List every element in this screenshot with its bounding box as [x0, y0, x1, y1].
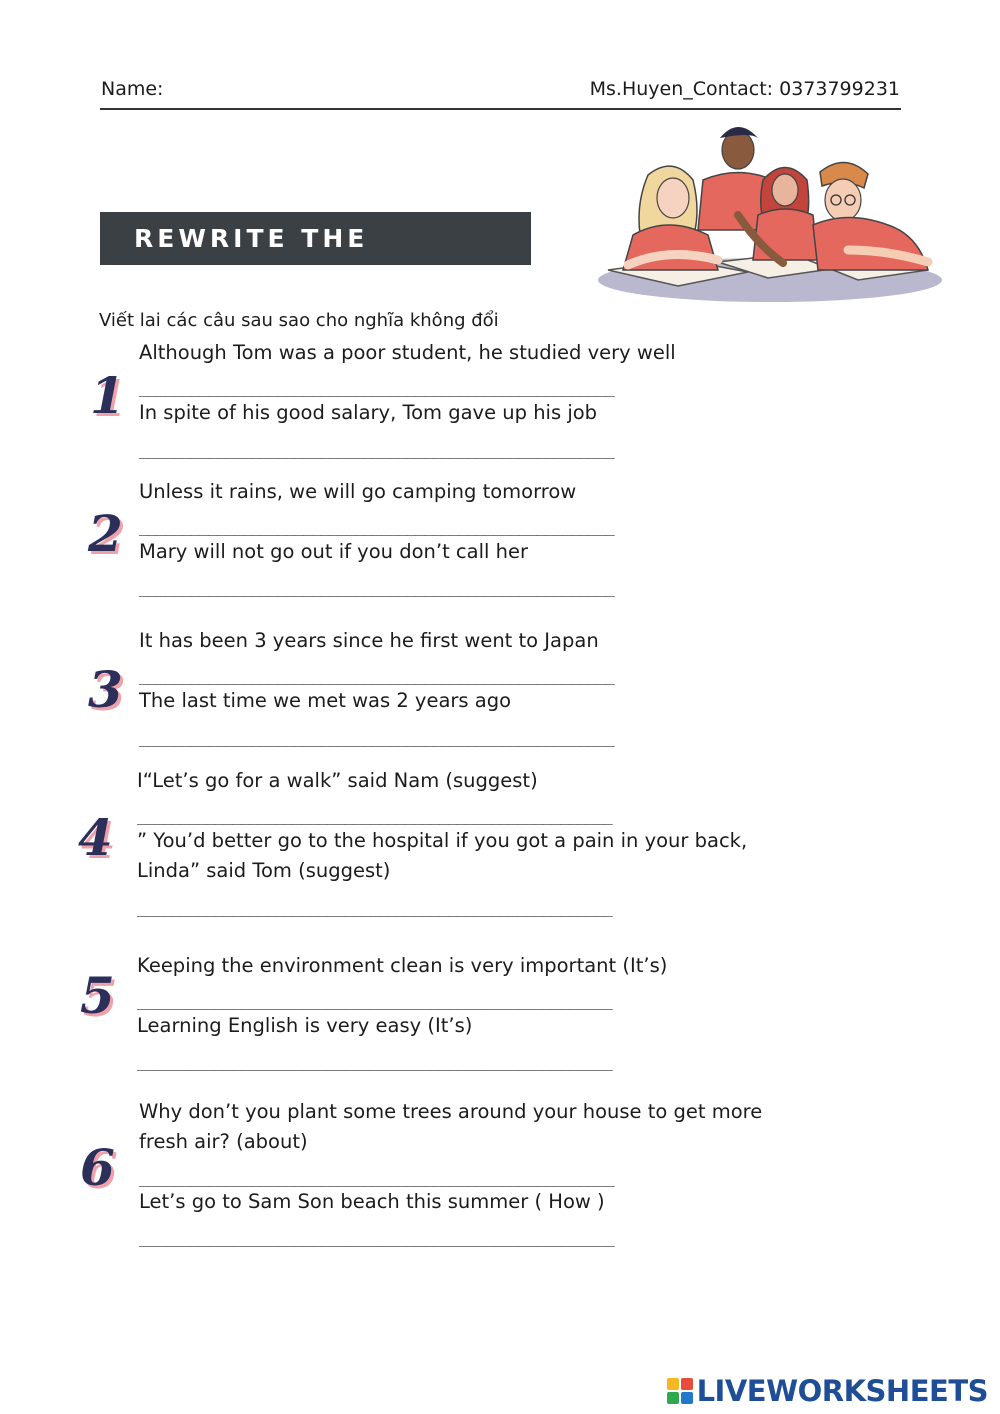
- students-studying-illustration: [598, 120, 946, 310]
- question-6b: Let’s go to Sam Son beach this summer ( How ): [139, 1190, 605, 1213]
- exercise-number-1: 1: [90, 366, 125, 425]
- brand-name: LIVEWORKSHEETS: [696, 1374, 988, 1408]
- answer-field-3b[interactable]: [139, 722, 803, 752]
- header-divider: [100, 108, 901, 110]
- liveworksheets-logo: [667, 1374, 988, 1408]
- instruction-text: Viết lai các câu sau sao cho nghĩa không đổi: [99, 310, 499, 331]
- title-banner: REWRITE THE SENTENCES: [100, 212, 531, 265]
- question-2a: Unless it rains, we will go camping tomorrow: [139, 480, 577, 503]
- question-2b: Mary will not go out if you don’t call her: [139, 540, 529, 563]
- question-1b: In spite of his good salary, Tom gave up his job: [139, 401, 598, 424]
- answer-field-2b[interactable]: [139, 572, 803, 602]
- exercise-number-6: 6: [80, 1138, 115, 1197]
- answer-field-1b[interactable]: [139, 434, 803, 464]
- question-3b: The last time we met was 2 years ago: [139, 689, 512, 712]
- question-3a: It has been 3 years since he first went to Japan: [139, 629, 599, 652]
- answer-field-6b[interactable]: [139, 1222, 803, 1252]
- exercise-number-5: 5: [80, 966, 115, 1025]
- question-5a: Keeping the environment clean is very important (It’s): [137, 954, 668, 977]
- question-6a: Why don’t you plant some trees around your house to get more fresh air? (about): [139, 1100, 763, 1153]
- name-label: Name:: [101, 78, 164, 100]
- question-5b: Learning English is very easy (It’s): [137, 1014, 473, 1037]
- answer-field-4b[interactable]: [137, 892, 801, 922]
- exercise-number-3: 3: [88, 660, 123, 719]
- question-4a: I“Let’s go for a walk” said Nam (suggest): [137, 769, 538, 792]
- question-4b: ” You’d better go to the hospital if you got a pain in your back, Linda” said Tom (suggest): [137, 829, 748, 882]
- exercise-number-4: 4: [78, 808, 113, 867]
- teacher-contact: Ms.Huyen_Contact: 0373799231: [589, 78, 900, 100]
- liveworksheets-logo-icon: [667, 1378, 693, 1404]
- question-1a: Although Tom was a poor student, he studied very well: [139, 341, 676, 364]
- exercise-number-2: 2: [88, 504, 123, 563]
- answer-field-5b[interactable]: [137, 1046, 801, 1076]
